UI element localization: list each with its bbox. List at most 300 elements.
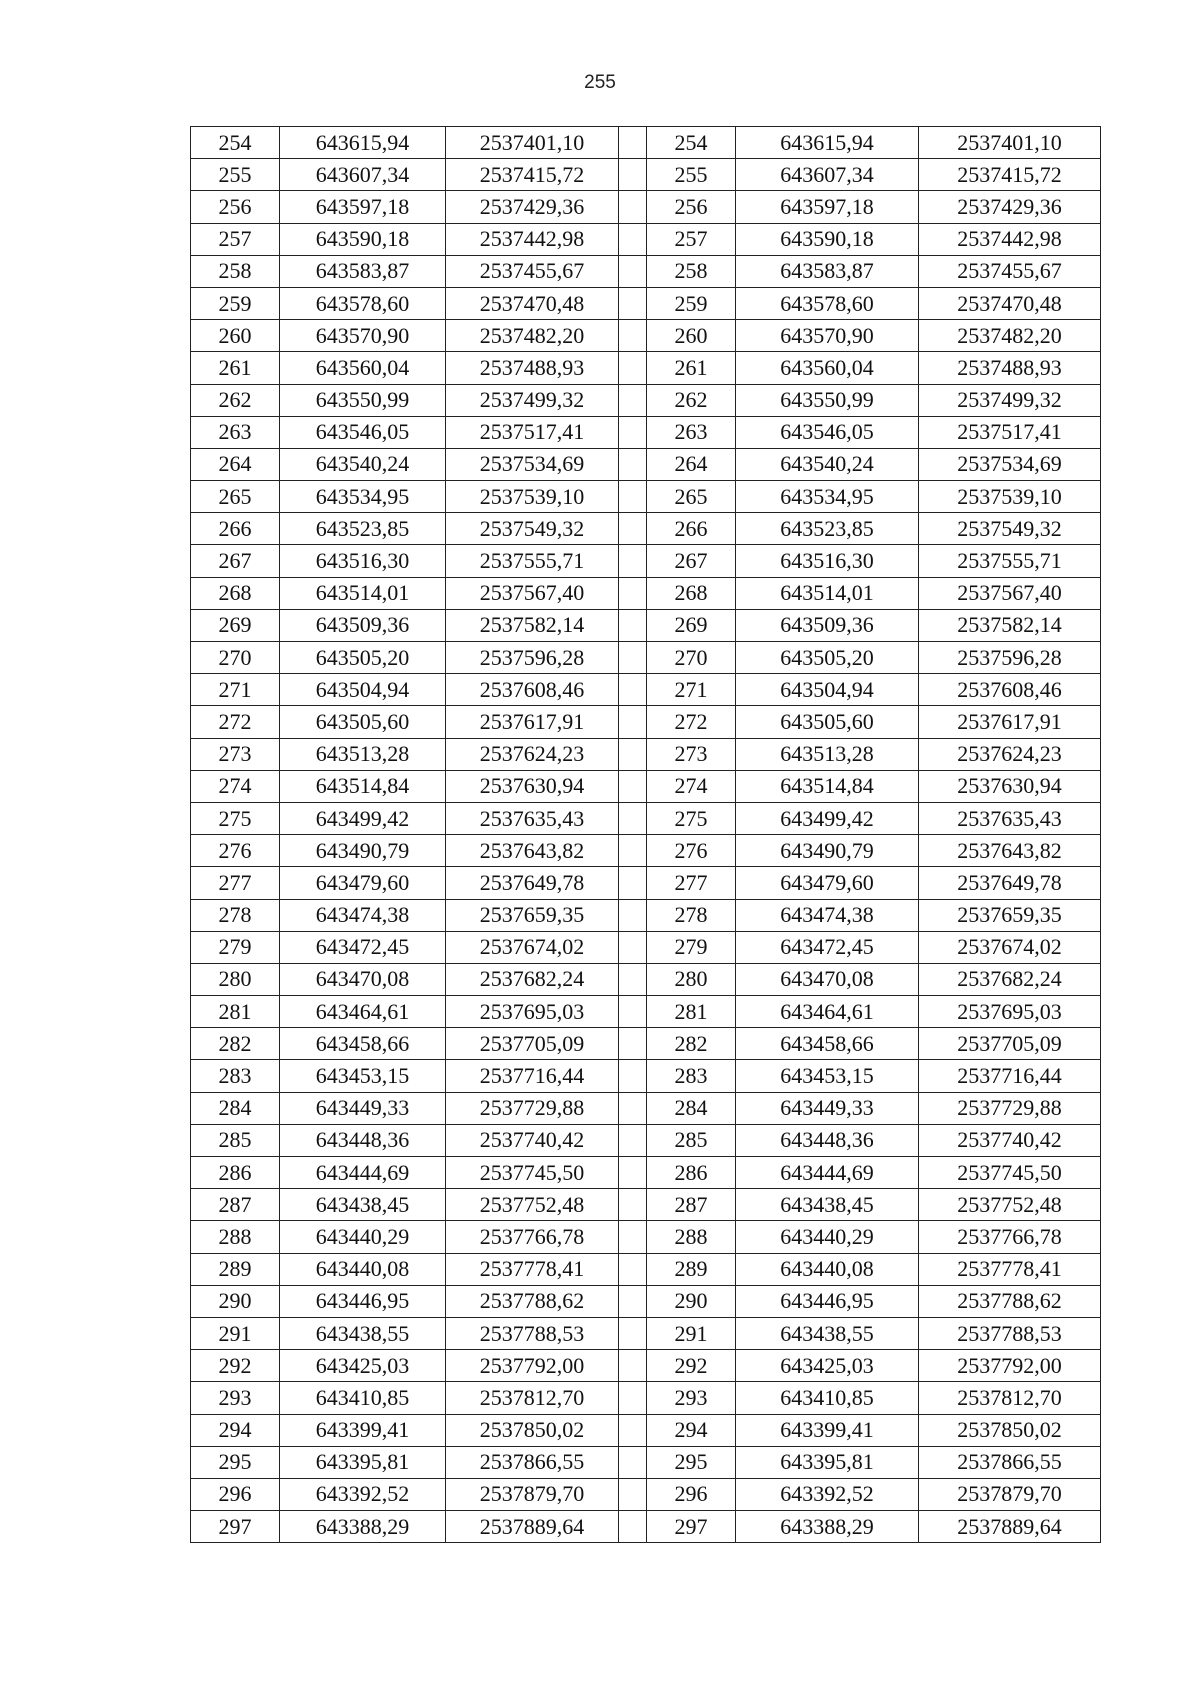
- point-number-cell: 262: [191, 384, 280, 416]
- point-number-cell: 292: [647, 1350, 736, 1382]
- point-number-cell: 292: [191, 1350, 280, 1382]
- y-coordinate-cell: 2537778,41: [919, 1253, 1101, 1285]
- table-row: [191, 352, 1101, 384]
- table-row: [191, 416, 1101, 448]
- x-coordinate-cell: 643446,95: [280, 1285, 446, 1317]
- table-row: [191, 1382, 1101, 1414]
- empty-separator-cell: [619, 127, 647, 159]
- point-number-cell: 262: [647, 384, 736, 416]
- point-number-cell: 266: [191, 513, 280, 545]
- x-coordinate-cell: 643514,84: [736, 770, 919, 802]
- y-coordinate-cell: 2537682,24: [446, 963, 619, 995]
- point-number-cell: 257: [191, 223, 280, 255]
- y-coordinate-cell: 2537729,88: [446, 1092, 619, 1124]
- x-coordinate-cell: 643399,41: [736, 1414, 919, 1446]
- y-coordinate-cell: 2537745,50: [919, 1157, 1101, 1189]
- y-coordinate-cell: 2537788,62: [919, 1285, 1101, 1317]
- x-coordinate-cell: 643448,36: [280, 1124, 446, 1156]
- empty-separator-cell: [619, 1157, 647, 1189]
- x-coordinate-cell: 643505,60: [280, 706, 446, 738]
- x-coordinate-cell: 643505,20: [280, 642, 446, 674]
- x-coordinate-cell: 643440,29: [736, 1221, 919, 1253]
- point-number-cell: 296: [647, 1478, 736, 1510]
- point-number-cell: 261: [191, 352, 280, 384]
- y-coordinate-cell: 2537429,36: [446, 191, 619, 223]
- point-number-cell: 273: [647, 738, 736, 770]
- table-row: [191, 1350, 1101, 1382]
- x-coordinate-cell: 643590,18: [736, 223, 919, 255]
- point-number-cell: 259: [647, 287, 736, 319]
- point-number-cell: 294: [647, 1414, 736, 1446]
- empty-separator-cell: [619, 996, 647, 1028]
- x-coordinate-cell: 643410,85: [280, 1382, 446, 1414]
- y-coordinate-cell: 2537745,50: [446, 1157, 619, 1189]
- x-coordinate-cell: 643607,34: [280, 159, 446, 191]
- y-coordinate-cell: 2537812,70: [446, 1382, 619, 1414]
- x-coordinate-cell: 643546,05: [280, 416, 446, 448]
- x-coordinate-cell: 643516,30: [280, 545, 446, 577]
- y-coordinate-cell: 2537415,72: [446, 159, 619, 191]
- x-coordinate-cell: 643490,79: [736, 835, 919, 867]
- x-coordinate-cell: 643583,87: [280, 255, 446, 287]
- point-number-cell: 274: [647, 770, 736, 802]
- y-coordinate-cell: 2537740,42: [446, 1124, 619, 1156]
- table-row: [191, 545, 1101, 577]
- x-coordinate-cell: 643474,38: [736, 899, 919, 931]
- table-row: [191, 674, 1101, 706]
- table-row: [191, 1092, 1101, 1124]
- table-row: [191, 1414, 1101, 1446]
- empty-separator-cell: [619, 448, 647, 480]
- y-coordinate-cell: 2537792,00: [919, 1350, 1101, 1382]
- y-coordinate-cell: 2537879,70: [919, 1478, 1101, 1510]
- point-number-cell: 255: [191, 159, 280, 191]
- x-coordinate-cell: 643472,45: [736, 931, 919, 963]
- table-row: [191, 770, 1101, 802]
- point-number-cell: 258: [647, 255, 736, 287]
- x-coordinate-cell: 643523,85: [280, 513, 446, 545]
- x-coordinate-cell: 643505,60: [736, 706, 919, 738]
- empty-separator-cell: [619, 738, 647, 770]
- x-coordinate-cell: 643514,84: [280, 770, 446, 802]
- x-coordinate-cell: 643392,52: [280, 1478, 446, 1510]
- x-coordinate-cell: 643578,60: [280, 287, 446, 319]
- y-coordinate-cell: 2537778,41: [446, 1253, 619, 1285]
- y-coordinate-cell: 2537866,55: [919, 1446, 1101, 1478]
- y-coordinate-cell: 2537596,28: [919, 642, 1101, 674]
- x-coordinate-cell: 643449,33: [736, 1092, 919, 1124]
- table-row: [191, 738, 1101, 770]
- y-coordinate-cell: 2537455,67: [919, 255, 1101, 287]
- y-coordinate-cell: 2537659,35: [919, 899, 1101, 931]
- y-coordinate-cell: 2537766,78: [919, 1221, 1101, 1253]
- table-row: [191, 513, 1101, 545]
- y-coordinate-cell: 2537674,02: [446, 931, 619, 963]
- point-number-cell: 267: [191, 545, 280, 577]
- x-coordinate-cell: 643425,03: [280, 1350, 446, 1382]
- point-number-cell: 266: [647, 513, 736, 545]
- x-coordinate-cell: 643388,29: [280, 1511, 446, 1543]
- x-coordinate-cell: 643499,42: [280, 802, 446, 834]
- x-coordinate-cell: 643534,95: [736, 481, 919, 513]
- y-coordinate-cell: 2537415,72: [919, 159, 1101, 191]
- x-coordinate-cell: 643444,69: [280, 1157, 446, 1189]
- point-number-cell: 295: [191, 1446, 280, 1478]
- point-number-cell: 296: [191, 1478, 280, 1510]
- x-coordinate-cell: 643438,55: [280, 1317, 446, 1349]
- x-coordinate-cell: 643504,94: [736, 674, 919, 706]
- x-coordinate-cell: 643444,69: [736, 1157, 919, 1189]
- y-coordinate-cell: 2537582,14: [919, 609, 1101, 641]
- x-coordinate-cell: 643472,45: [280, 931, 446, 963]
- x-coordinate-cell: 643597,18: [280, 191, 446, 223]
- point-number-cell: 259: [191, 287, 280, 319]
- point-number-cell: 255: [647, 159, 736, 191]
- point-number-cell: 280: [191, 963, 280, 995]
- x-coordinate-cell: 643388,29: [736, 1511, 919, 1543]
- y-coordinate-cell: 2537624,23: [446, 738, 619, 770]
- empty-separator-cell: [619, 1189, 647, 1221]
- point-number-cell: 265: [191, 481, 280, 513]
- table-row: [191, 899, 1101, 931]
- table-row: [191, 1253, 1101, 1285]
- y-coordinate-cell: 2537517,41: [446, 416, 619, 448]
- empty-separator-cell: [619, 1028, 647, 1060]
- empty-separator-cell: [619, 1060, 647, 1092]
- x-coordinate-cell: 643438,45: [736, 1189, 919, 1221]
- y-coordinate-cell: 2537482,20: [919, 320, 1101, 352]
- table-row: [191, 481, 1101, 513]
- point-number-cell: 277: [191, 867, 280, 899]
- y-coordinate-cell: 2537766,78: [446, 1221, 619, 1253]
- empty-separator-cell: [619, 802, 647, 834]
- y-coordinate-cell: 2537630,94: [919, 770, 1101, 802]
- y-coordinate-cell: 2537539,10: [919, 481, 1101, 513]
- y-coordinate-cell: 2537695,03: [919, 996, 1101, 1028]
- point-number-cell: 284: [647, 1092, 736, 1124]
- empty-separator-cell: [619, 191, 647, 223]
- point-number-cell: 280: [647, 963, 736, 995]
- empty-separator-cell: [619, 609, 647, 641]
- point-number-cell: 268: [647, 577, 736, 609]
- y-coordinate-cell: 2537635,43: [919, 802, 1101, 834]
- y-coordinate-cell: 2537534,69: [919, 448, 1101, 480]
- point-number-cell: 293: [647, 1382, 736, 1414]
- table-row: [191, 1124, 1101, 1156]
- x-coordinate-cell: 643440,08: [280, 1253, 446, 1285]
- table-row: [191, 384, 1101, 416]
- x-coordinate-cell: 643607,34: [736, 159, 919, 191]
- empty-separator-cell: [619, 706, 647, 738]
- table-row: [191, 1511, 1101, 1543]
- y-coordinate-cell: 2537470,48: [446, 287, 619, 319]
- x-coordinate-cell: 643546,05: [736, 416, 919, 448]
- y-coordinate-cell: 2537555,71: [919, 545, 1101, 577]
- x-coordinate-cell: 643438,55: [736, 1317, 919, 1349]
- y-coordinate-cell: 2537470,48: [919, 287, 1101, 319]
- y-coordinate-cell: 2537608,46: [446, 674, 619, 706]
- empty-separator-cell: [619, 513, 647, 545]
- y-coordinate-cell: 2537635,43: [446, 802, 619, 834]
- x-coordinate-cell: 643464,61: [280, 996, 446, 1028]
- y-coordinate-cell: 2537630,94: [446, 770, 619, 802]
- empty-separator-cell: [619, 1511, 647, 1543]
- x-coordinate-cell: 643425,03: [736, 1350, 919, 1382]
- x-coordinate-cell: 643458,66: [736, 1028, 919, 1060]
- point-number-cell: 283: [647, 1060, 736, 1092]
- point-number-cell: 278: [647, 899, 736, 931]
- x-coordinate-cell: 643597,18: [736, 191, 919, 223]
- x-coordinate-cell: 643490,79: [280, 835, 446, 867]
- point-number-cell: 276: [191, 835, 280, 867]
- y-coordinate-cell: 2537682,24: [919, 963, 1101, 995]
- y-coordinate-cell: 2537539,10: [446, 481, 619, 513]
- point-number-cell: 257: [647, 223, 736, 255]
- y-coordinate-cell: 2537643,82: [446, 835, 619, 867]
- x-coordinate-cell: 643570,90: [280, 320, 446, 352]
- point-number-cell: 271: [647, 674, 736, 706]
- x-coordinate-cell: 643540,24: [280, 448, 446, 480]
- empty-separator-cell: [619, 320, 647, 352]
- x-coordinate-cell: 643509,36: [280, 609, 446, 641]
- point-number-cell: 281: [647, 996, 736, 1028]
- empty-separator-cell: [619, 1446, 647, 1478]
- empty-separator-cell: [619, 1317, 647, 1349]
- point-number-cell: 284: [191, 1092, 280, 1124]
- point-number-cell: 282: [647, 1028, 736, 1060]
- table-row: [191, 1285, 1101, 1317]
- y-coordinate-cell: 2537429,36: [919, 191, 1101, 223]
- empty-separator-cell: [619, 223, 647, 255]
- y-coordinate-cell: 2537624,23: [919, 738, 1101, 770]
- table-row: [191, 642, 1101, 674]
- point-number-cell: 272: [191, 706, 280, 738]
- point-number-cell: 286: [191, 1157, 280, 1189]
- table-row: [191, 255, 1101, 287]
- point-number-cell: 270: [191, 642, 280, 674]
- y-coordinate-cell: 2537617,91: [919, 706, 1101, 738]
- y-coordinate-cell: 2537792,00: [446, 1350, 619, 1382]
- y-coordinate-cell: 2537549,32: [446, 513, 619, 545]
- y-coordinate-cell: 2537582,14: [446, 609, 619, 641]
- empty-separator-cell: [619, 674, 647, 706]
- table-row: [191, 1060, 1101, 1092]
- x-coordinate-cell: 643514,01: [280, 577, 446, 609]
- table-row: [191, 931, 1101, 963]
- x-coordinate-cell: 643615,94: [736, 127, 919, 159]
- y-coordinate-cell: 2537879,70: [446, 1478, 619, 1510]
- y-coordinate-cell: 2537716,44: [919, 1060, 1101, 1092]
- point-number-cell: 277: [647, 867, 736, 899]
- x-coordinate-cell: 643440,08: [736, 1253, 919, 1285]
- page-number: 255: [584, 72, 616, 93]
- point-number-cell: 275: [647, 802, 736, 834]
- empty-separator-cell: [619, 1382, 647, 1414]
- empty-separator-cell: [619, 835, 647, 867]
- point-number-cell: 256: [191, 191, 280, 223]
- point-number-cell: 297: [647, 1511, 736, 1543]
- x-coordinate-cell: 643583,87: [736, 255, 919, 287]
- point-number-cell: 283: [191, 1060, 280, 1092]
- x-coordinate-cell: 643560,04: [736, 352, 919, 384]
- point-number-cell: 279: [191, 931, 280, 963]
- point-number-cell: 287: [647, 1189, 736, 1221]
- point-number-cell: 269: [647, 609, 736, 641]
- point-number-cell: 290: [191, 1285, 280, 1317]
- y-coordinate-cell: 2537866,55: [446, 1446, 619, 1478]
- empty-separator-cell: [619, 577, 647, 609]
- x-coordinate-cell: 643438,45: [280, 1189, 446, 1221]
- empty-separator-cell: [619, 963, 647, 995]
- coordinates-table-body: [191, 127, 1101, 1543]
- table-row: [191, 1221, 1101, 1253]
- point-number-cell: 276: [647, 835, 736, 867]
- y-coordinate-cell: 2537889,64: [919, 1511, 1101, 1543]
- point-number-cell: 254: [191, 127, 280, 159]
- x-coordinate-cell: 643446,95: [736, 1285, 919, 1317]
- point-number-cell: 260: [191, 320, 280, 352]
- y-coordinate-cell: 2537659,35: [446, 899, 619, 931]
- point-number-cell: 288: [647, 1221, 736, 1253]
- x-coordinate-cell: 643578,60: [736, 287, 919, 319]
- x-coordinate-cell: 643513,28: [736, 738, 919, 770]
- y-coordinate-cell: 2537401,10: [919, 127, 1101, 159]
- y-coordinate-cell: 2537617,91: [446, 706, 619, 738]
- x-coordinate-cell: 643505,20: [736, 642, 919, 674]
- table-row: [191, 127, 1101, 159]
- empty-separator-cell: [619, 1253, 647, 1285]
- x-coordinate-cell: 643504,94: [280, 674, 446, 706]
- point-number-cell: 285: [647, 1124, 736, 1156]
- y-coordinate-cell: 2537488,93: [446, 352, 619, 384]
- y-coordinate-cell: 2537705,09: [919, 1028, 1101, 1060]
- empty-separator-cell: [619, 545, 647, 577]
- x-coordinate-cell: 643570,90: [736, 320, 919, 352]
- point-number-cell: 254: [647, 127, 736, 159]
- x-coordinate-cell: 643479,60: [736, 867, 919, 899]
- point-number-cell: 269: [191, 609, 280, 641]
- table-row: [191, 706, 1101, 738]
- x-coordinate-cell: 643590,18: [280, 223, 446, 255]
- y-coordinate-cell: 2537850,02: [919, 1414, 1101, 1446]
- table-row: [191, 1189, 1101, 1221]
- table-row: [191, 1028, 1101, 1060]
- table-row: [191, 577, 1101, 609]
- y-coordinate-cell: 2537740,42: [919, 1124, 1101, 1156]
- empty-separator-cell: [619, 352, 647, 384]
- y-coordinate-cell: 2537788,53: [919, 1317, 1101, 1349]
- empty-separator-cell: [619, 481, 647, 513]
- point-number-cell: 256: [647, 191, 736, 223]
- empty-separator-cell: [619, 931, 647, 963]
- point-number-cell: 263: [191, 416, 280, 448]
- y-coordinate-cell: 2537716,44: [446, 1060, 619, 1092]
- x-coordinate-cell: 643479,60: [280, 867, 446, 899]
- table-row: [191, 963, 1101, 995]
- y-coordinate-cell: 2537499,32: [446, 384, 619, 416]
- y-coordinate-cell: 2537401,10: [446, 127, 619, 159]
- table-row: [191, 996, 1101, 1028]
- y-coordinate-cell: 2537788,62: [446, 1285, 619, 1317]
- y-coordinate-cell: 2537517,41: [919, 416, 1101, 448]
- point-number-cell: 297: [191, 1511, 280, 1543]
- x-coordinate-cell: 643615,94: [280, 127, 446, 159]
- x-coordinate-cell: 643440,29: [280, 1221, 446, 1253]
- x-coordinate-cell: 643470,08: [280, 963, 446, 995]
- x-coordinate-cell: 643395,81: [736, 1446, 919, 1478]
- table-row: [191, 1317, 1101, 1349]
- coordinates-table: [190, 126, 1101, 1543]
- point-number-cell: 270: [647, 642, 736, 674]
- y-coordinate-cell: 2537442,98: [919, 223, 1101, 255]
- x-coordinate-cell: 643516,30: [736, 545, 919, 577]
- point-number-cell: 291: [191, 1317, 280, 1349]
- point-number-cell: 286: [647, 1157, 736, 1189]
- x-coordinate-cell: 643410,85: [736, 1382, 919, 1414]
- y-coordinate-cell: 2537608,46: [919, 674, 1101, 706]
- point-number-cell: 281: [191, 996, 280, 1028]
- table-row: [191, 609, 1101, 641]
- x-coordinate-cell: 643550,99: [280, 384, 446, 416]
- y-coordinate-cell: 2537482,20: [446, 320, 619, 352]
- y-coordinate-cell: 2537534,69: [446, 448, 619, 480]
- x-coordinate-cell: 643514,01: [736, 577, 919, 609]
- y-coordinate-cell: 2537889,64: [446, 1511, 619, 1543]
- table-row: [191, 287, 1101, 319]
- point-number-cell: 279: [647, 931, 736, 963]
- y-coordinate-cell: 2537567,40: [446, 577, 619, 609]
- empty-separator-cell: [619, 1414, 647, 1446]
- empty-separator-cell: [619, 1221, 647, 1253]
- table-row: [191, 159, 1101, 191]
- point-number-cell: 267: [647, 545, 736, 577]
- point-number-cell: 289: [647, 1253, 736, 1285]
- point-number-cell: 285: [191, 1124, 280, 1156]
- y-coordinate-cell: 2537705,09: [446, 1028, 619, 1060]
- point-number-cell: 289: [191, 1253, 280, 1285]
- empty-separator-cell: [619, 416, 647, 448]
- empty-separator-cell: [619, 899, 647, 931]
- y-coordinate-cell: 2537695,03: [446, 996, 619, 1028]
- x-coordinate-cell: 643534,95: [280, 481, 446, 513]
- x-coordinate-cell: 643474,38: [280, 899, 446, 931]
- x-coordinate-cell: 643453,15: [280, 1060, 446, 1092]
- y-coordinate-cell: 2537455,67: [446, 255, 619, 287]
- y-coordinate-cell: 2537596,28: [446, 642, 619, 674]
- y-coordinate-cell: 2537488,93: [919, 352, 1101, 384]
- empty-separator-cell: [619, 642, 647, 674]
- point-number-cell: 264: [191, 448, 280, 480]
- point-number-cell: 273: [191, 738, 280, 770]
- point-number-cell: 287: [191, 1189, 280, 1221]
- x-coordinate-cell: 643448,36: [736, 1124, 919, 1156]
- empty-separator-cell: [619, 1285, 647, 1317]
- point-number-cell: 294: [191, 1414, 280, 1446]
- point-number-cell: 260: [647, 320, 736, 352]
- table-row: [191, 1157, 1101, 1189]
- y-coordinate-cell: 2537788,53: [446, 1317, 619, 1349]
- point-number-cell: 258: [191, 255, 280, 287]
- point-number-cell: 263: [647, 416, 736, 448]
- x-coordinate-cell: 643523,85: [736, 513, 919, 545]
- y-coordinate-cell: 2537649,78: [446, 867, 619, 899]
- x-coordinate-cell: 643550,99: [736, 384, 919, 416]
- table-row: [191, 223, 1101, 255]
- point-number-cell: 278: [191, 899, 280, 931]
- point-number-cell: 295: [647, 1446, 736, 1478]
- point-number-cell: 272: [647, 706, 736, 738]
- x-coordinate-cell: 643399,41: [280, 1414, 446, 1446]
